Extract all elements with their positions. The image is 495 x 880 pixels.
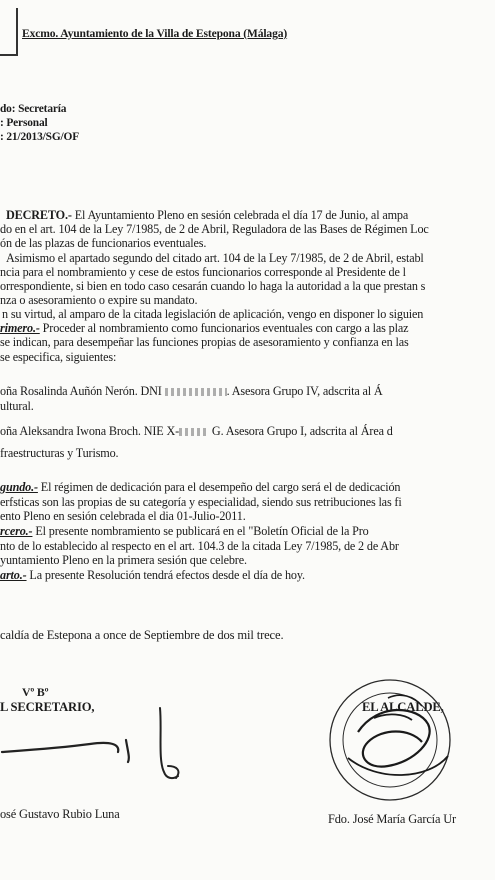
appointee-2-line: [0, 424, 393, 438]
decree-line-7: nza o asesoramiento o expire su mandato.: [0, 293, 198, 307]
decree-line-5: ncia para el nombramiento y cese de estos funcionarios corresponde al Presidente de l: [0, 265, 406, 279]
decree-line-1: [6, 208, 408, 222]
institution-header: Excmo. Ayuntamiento de la Villa de Estepona (Málaga): [22, 27, 288, 40]
decree-line-3: ón de las plazas de funcionarios eventuales.: [0, 236, 207, 250]
redacted-id: [165, 388, 227, 396]
redacted-id: [179, 428, 209, 436]
mayor-name: Fdo. José María García Ur: [328, 812, 457, 826]
tercero-line-3: yuntamiento Pleno en la primera sesión que celebre.: [0, 553, 247, 567]
appointee-1-line: [0, 384, 383, 398]
primero-text: Proceder al nombramiento como funcionarios eventuales con cargo a las plaz: [39, 321, 409, 335]
decree-line-2: do en el art. 104 de la Ley 7/1985, de 2 de Abril, Reguladora de las Bases de Régimen Loc: [0, 222, 429, 236]
decree-line-8: n su virtud, al amparo de la citada legislación de aplicación, vengo en disponer lo siguien: [2, 307, 424, 321]
decree-line-10: se indican, para desempeñar las funciones propias de asesoramiento y confianza en las: [0, 335, 409, 349]
tercero-label: rcero.-: [0, 524, 33, 538]
secretary-label: L SECRETARIO,: [0, 700, 95, 714]
decree-line-4: Asimismo el apartado segundo del citado art. 104 de la Ley 7/1985, de 2 de Abril, establ: [6, 251, 424, 265]
decree-label: DECRETO.-: [6, 208, 72, 222]
cuarto-text: La presente Resolución tendrá efectos desde el día de hoy.: [26, 568, 305, 582]
decree-line-11: se especifica, siguientes:: [0, 350, 117, 364]
segundo-text: El régimen de dedicación para el desempeño del cargo será el de dedicación: [37, 480, 401, 494]
appointee-2-area: fraestructuras y Turismo.: [0, 446, 119, 460]
cuarto-label: arto.-: [0, 568, 27, 582]
tercero-line-2: nto de lo establecido al respecto en el art. 104.3 de la citada Ley 7/1985, de 2 de Abr: [0, 539, 399, 553]
primero-line: [0, 321, 408, 335]
decree-line-6: orrespondiente, si bien en todo caso cesarán cuando lo haga la autoridad a la que prestan s: [0, 279, 426, 293]
appointee-2-name: oña Aleksandra Iwona Broch. NIE X-: [0, 424, 180, 438]
secretary-name: osé Gustavo Rubio Luna: [0, 807, 120, 821]
primero-label: rimero.-: [0, 321, 40, 335]
margin-mark: [0, 8, 18, 56]
decree-text: El Ayuntamiento Pleno en sesión celebrada el día 17 de Junio, al ampa: [71, 208, 409, 222]
date-line: caldía de Estepona a once de Septiembre de dos mil trece.: [0, 628, 284, 642]
segundo-line-2: erfsticas son las propias de su categoría y especialidad, siendo sus retribuciones las fi: [0, 495, 402, 509]
segundo-label: gundo.-: [0, 480, 38, 494]
cuarto-line: [0, 568, 305, 582]
meta-reference: : 21/2013/SG/OF: [0, 131, 80, 143]
tercero-line: [0, 524, 369, 538]
meta-section: : Personal: [0, 117, 48, 129]
appointee-1-role: . Asesora Grupo IV, adscrita al Á: [226, 384, 383, 398]
tercero-text: El presente nombramiento se publicará en el "Boletín Oficial de la Pro: [32, 524, 369, 538]
appointee-2-role: G. Asesora Grupo I, adscrita al Área d: [211, 424, 393, 438]
official-stamp: [318, 662, 468, 812]
segundo-line-3: ento Pleno en sesión celebrada el dia 01-Julio-2011.: [0, 509, 246, 523]
appointee-1-area: ultural.: [0, 399, 34, 413]
meta-department: do: Secretaría: [0, 103, 67, 115]
mayor-label: EL ALCALDE,: [362, 700, 444, 714]
secretary-signature: [0, 700, 200, 810]
segundo-line: [0, 480, 400, 494]
visto-bueno: Vº Bº: [22, 685, 49, 699]
appointee-1-name: oña Rosalinda Auñón Nerón. DNI: [0, 384, 162, 398]
